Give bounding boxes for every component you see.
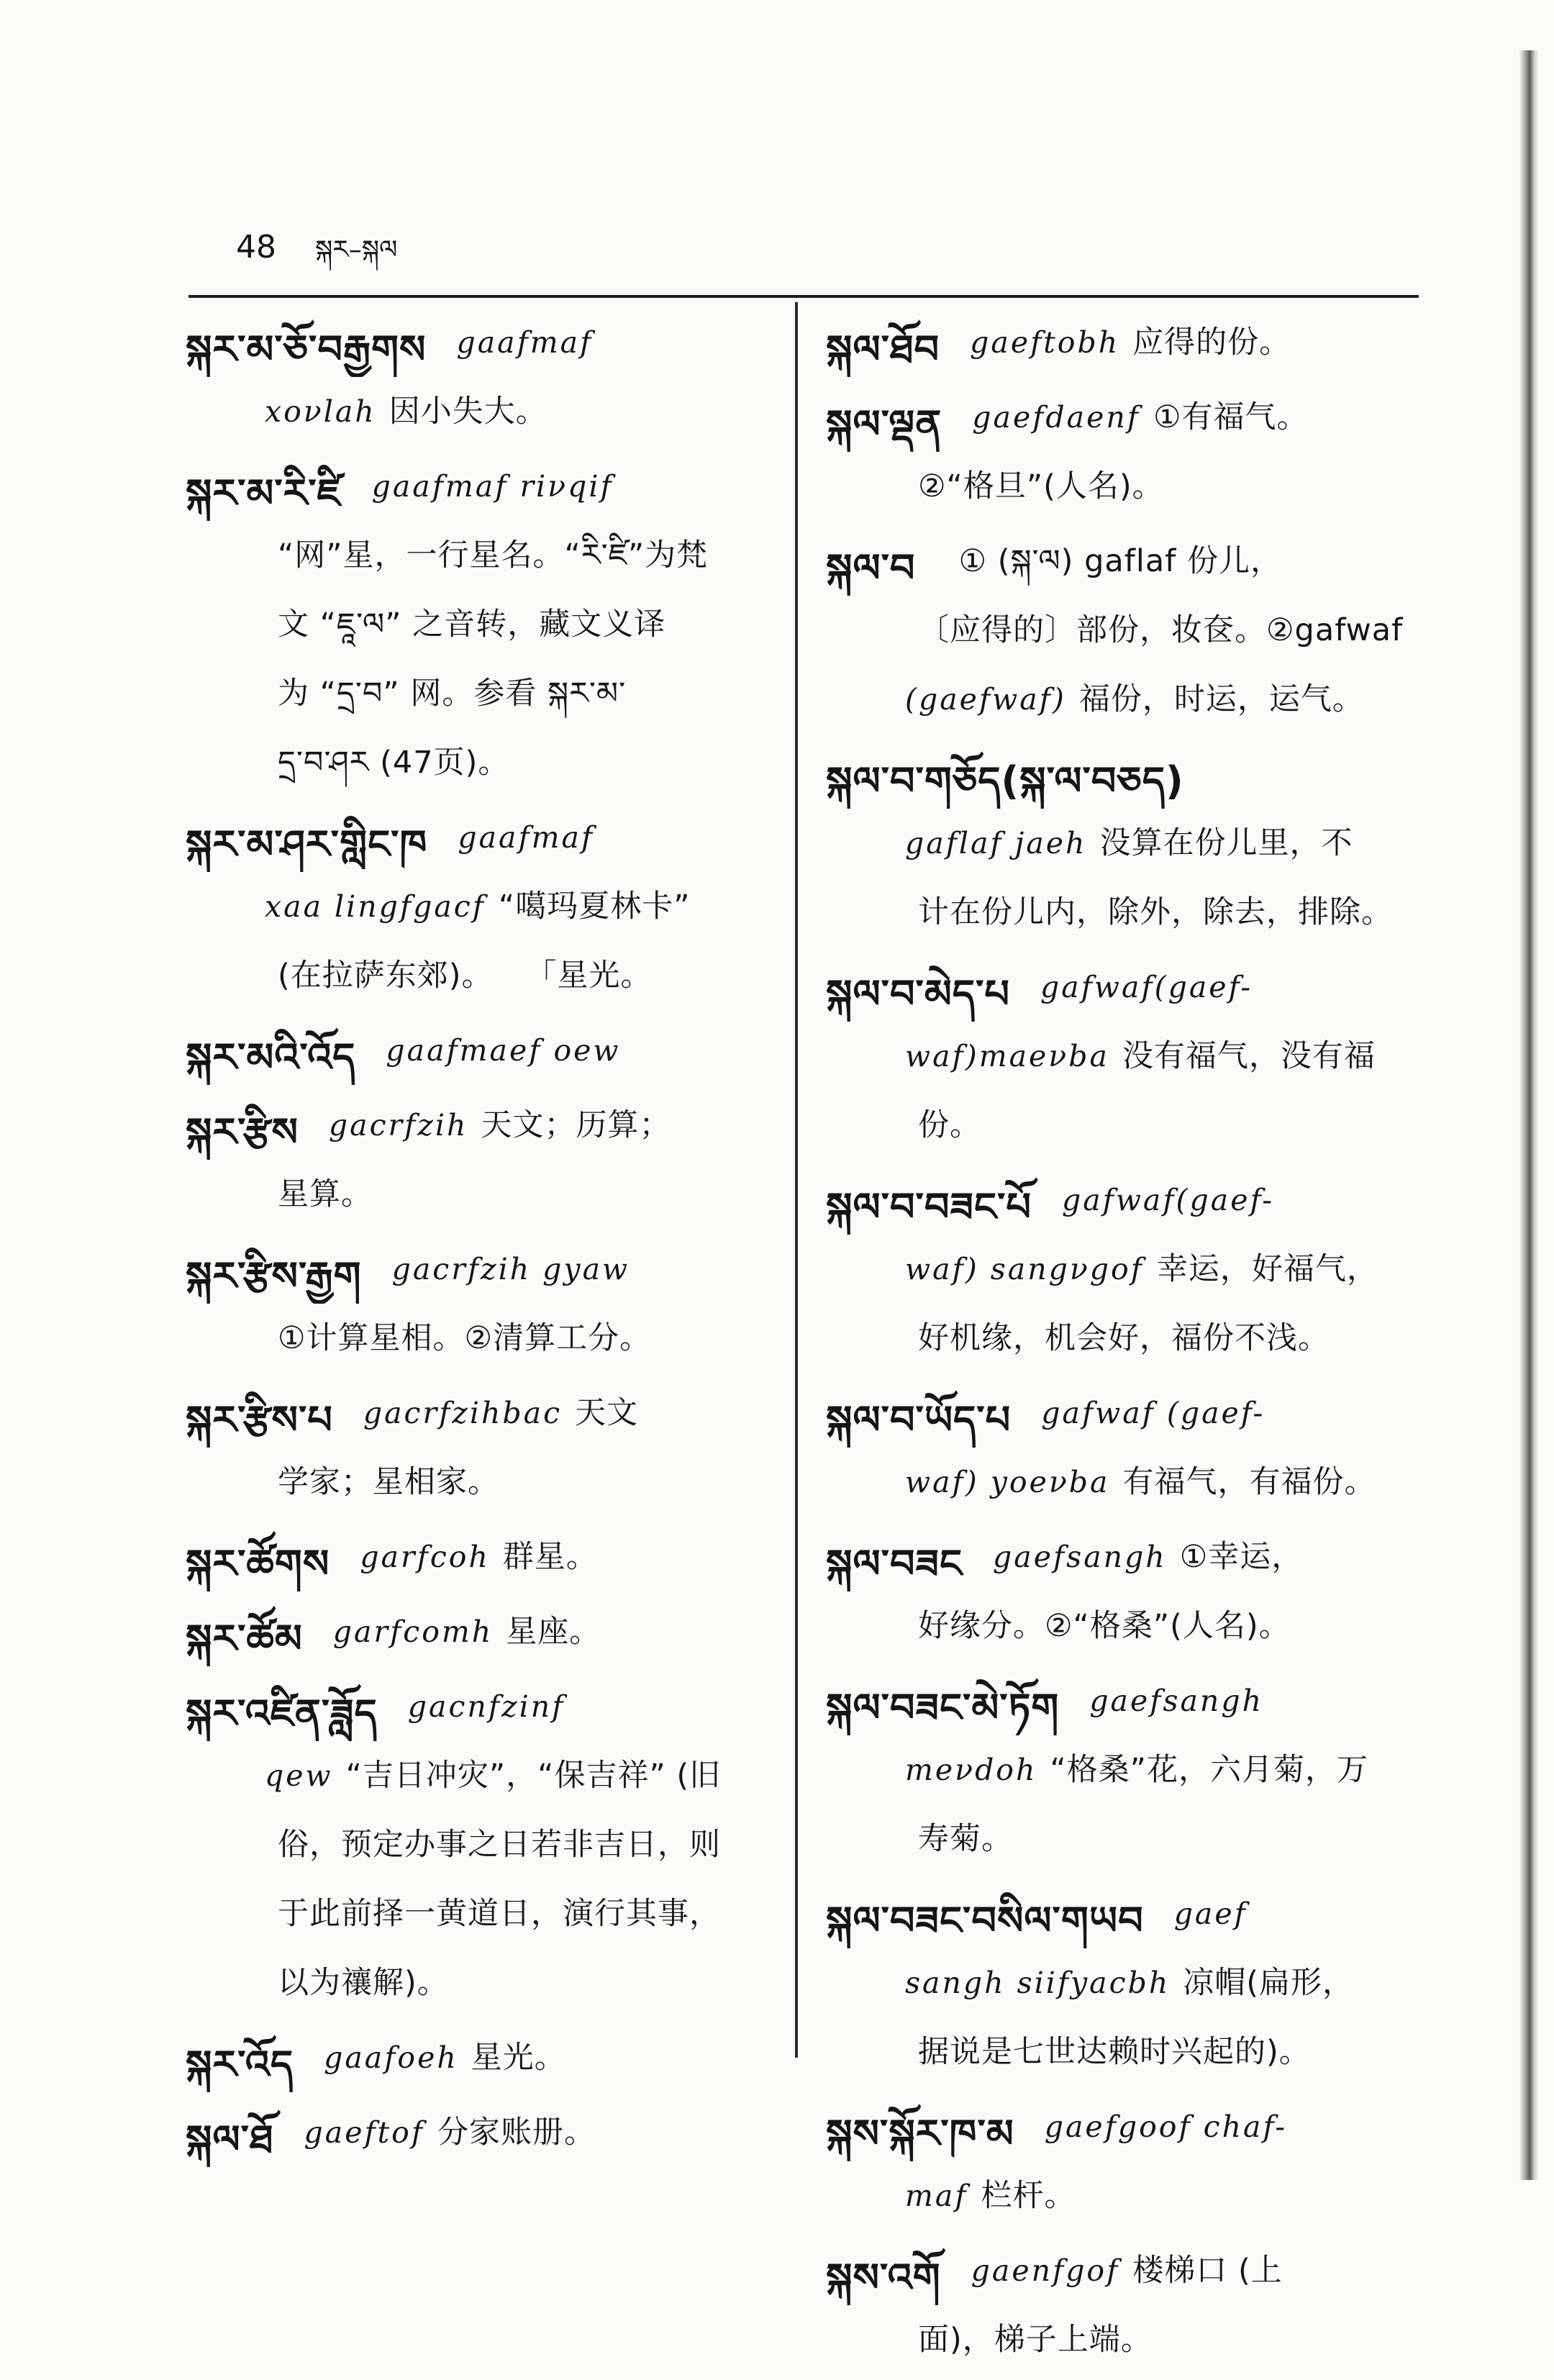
tibetan-headword: སྐལ་བ་བཟང་པོ xyxy=(826,1184,1032,1230)
tibetan-headword: སྐར་རྩིས་རྒྱག xyxy=(186,1253,362,1299)
dictionary-entry xyxy=(826,1379,1427,1517)
chinese-gloss: 天文 xyxy=(575,1395,639,1431)
chinese-gloss: “噶玛夏林卡” xyxy=(498,889,691,925)
chinese-gloss: 有福气，有福份。 xyxy=(1122,1464,1376,1500)
chinese-gloss: “格桑”花，六月菊，万 xyxy=(1050,1752,1368,1788)
chinese-gloss: ①幸运， xyxy=(1179,1539,1304,1575)
dictionary-entry xyxy=(826,308,1427,377)
chinese-gloss: 因小失大。 xyxy=(388,394,547,430)
romanization: xoνlah xyxy=(265,394,376,429)
entry-line xyxy=(826,1522,1427,1591)
tibetan-headword: སྐལ་ལྡན xyxy=(826,401,942,447)
romanization: gacrfzihbac xyxy=(363,1396,563,1430)
chinese-gloss: 据说是七世达赖时兴起的)。 xyxy=(918,2034,1311,2070)
entry-line xyxy=(826,2236,1427,2305)
entry-line xyxy=(826,308,1427,377)
dictionary-entry xyxy=(826,2092,1427,2230)
entry-line xyxy=(826,665,1427,734)
romanization: gaafmaf riνqif xyxy=(371,469,614,504)
entry-line xyxy=(186,1672,783,1741)
chinese-gloss: 寿菊。 xyxy=(918,1821,1013,1857)
dictionary-entry xyxy=(186,1597,783,1666)
entry-line xyxy=(826,452,1427,521)
entry-line xyxy=(186,1522,783,1591)
chinese-gloss: 楼梯口 (上 xyxy=(1132,2253,1283,2289)
romanization: gacrfzih xyxy=(328,1108,468,1143)
romanization: meνdoh xyxy=(905,1753,1037,1787)
entry-line xyxy=(186,728,783,797)
entry-line xyxy=(826,1304,1427,1373)
dictionary-entry xyxy=(826,1522,1427,1661)
tibetan-headword: སྐར་ཚོགས xyxy=(186,1540,330,1586)
chinese-gloss: 栏杆。 xyxy=(981,2178,1076,2214)
tibetan-headword: སྐལ་བ་མེད་པ xyxy=(826,971,1010,1017)
dictionary-entry xyxy=(826,1666,1427,1873)
romanization: gafwaf(gaef- xyxy=(1040,970,1253,1004)
entry-line xyxy=(186,803,783,872)
tibetan-headword: སྐས་སྐོར་ཁ་མ xyxy=(826,2110,1014,2156)
entry-line xyxy=(186,1379,783,1448)
dictionary-entry xyxy=(186,1379,783,1517)
page-edge-shadow xyxy=(1519,50,1538,2180)
tibetan-headword: སྐར་ཚོམ xyxy=(186,1615,303,1661)
chinese-gloss: 星光。 xyxy=(471,2040,566,2076)
entry-line xyxy=(186,1810,783,1879)
entry-line xyxy=(186,2098,783,2167)
entry-line xyxy=(826,2092,1427,2161)
chinese-gloss: 分家账册。 xyxy=(437,2115,596,2150)
entry-line xyxy=(186,308,783,377)
entry-line xyxy=(186,1879,783,1948)
tibetan-headword: སྐལ་བཟང་བསིལ་གཡབ xyxy=(826,1897,1144,1943)
dictionary-entry xyxy=(826,953,1427,1160)
entry-line xyxy=(826,809,1427,878)
dictionary-entry xyxy=(186,803,783,1010)
romanization: gacnfzinf xyxy=(407,1689,565,1724)
dictionary-entry xyxy=(186,1522,783,1591)
chinese-gloss: 星算。 xyxy=(278,1176,373,1212)
dictionary-entry xyxy=(186,1672,783,2017)
entry-line xyxy=(826,383,1427,452)
tibetan-headword: སྐར་རྩིས་པ xyxy=(186,1396,333,1443)
entry-line xyxy=(826,1166,1427,1235)
entry-line xyxy=(186,1304,783,1373)
romanization: gaefsangh xyxy=(993,1540,1167,1574)
tibetan-headword: སྐར་མ་རི་ཛི xyxy=(186,470,342,516)
chinese-gloss: 面)，梯子上端。 xyxy=(918,2322,1153,2358)
dictionary-entry xyxy=(826,2236,1427,2374)
chinese-gloss: 俗，预定办事之日若非吉日，则 xyxy=(278,1827,721,1863)
entry-line xyxy=(826,1591,1427,1661)
chinese-gloss: “吉日冲灾”，“保吉祥” (旧 xyxy=(345,1758,722,1794)
romanization: garfcoh xyxy=(360,1540,490,1574)
tibetan-headword: སྐལ་བ xyxy=(826,545,916,591)
romanization: waf) yoeνba xyxy=(905,1465,1110,1499)
chinese-gloss: 星座。 xyxy=(506,1614,601,1650)
entry-line xyxy=(826,596,1427,665)
tibetan-headword: སྐར་འཛིན་ཟློད xyxy=(186,1690,378,1736)
entry-line xyxy=(826,740,1427,809)
entry-line xyxy=(186,659,783,728)
dictionary-entry xyxy=(186,1016,783,1085)
running-head: སྐར–སྐལ xyxy=(315,235,398,265)
tibetan-headword: སྐར་མ་ཤར་གླིང་ཁ xyxy=(186,821,428,867)
entry-line xyxy=(186,1160,783,1229)
entry-line xyxy=(826,878,1427,947)
dictionary-entry xyxy=(826,527,1427,734)
chinese-gloss: 幸运，好福气， xyxy=(1156,1251,1378,1287)
dictionary-entry xyxy=(186,452,783,797)
header-rule xyxy=(188,295,1419,298)
entry-line xyxy=(186,1235,783,1304)
right-column xyxy=(826,308,1427,2380)
chinese-gloss: 天文；历算； xyxy=(481,1107,671,1143)
chinese-gloss: (在拉萨东郊)。 「星光。 xyxy=(278,958,653,994)
entry-line xyxy=(826,2305,1427,2374)
chinese-gloss: 于此前择一黄道日，演行其事， xyxy=(278,1896,721,1932)
entry-line xyxy=(186,1091,783,1160)
entry-line xyxy=(826,1379,1427,1448)
tibetan-headword: སྐར་རྩིས xyxy=(186,1109,299,1155)
chinese-gloss: 没有福气，没有福 xyxy=(1122,1038,1376,1074)
chinese-gloss: ①计算星相。②清算工分。 xyxy=(278,1320,652,1356)
tibetan-headword: སྐལ་བ་ཡོད་པ xyxy=(826,1396,1012,1443)
chinese-gloss: 〔应得的〕部份，妆奁。②gafwaf xyxy=(918,612,1404,648)
entry-line xyxy=(186,872,783,941)
chinese-gloss: 份。 xyxy=(918,1107,981,1143)
romanization: gaafmaf xyxy=(456,325,594,360)
chinese-gloss: ②“格旦”(人名)。 xyxy=(918,468,1164,504)
romanization: gaefgoof chaf- xyxy=(1044,2109,1288,2144)
chinese-gloss: ① (སྐ་ལ) gaflaf 份儿， xyxy=(958,543,1282,579)
romanization: sangh siifyacbh xyxy=(905,1966,1171,2000)
column-divider xyxy=(795,302,798,2058)
tibetan-headword: སྐལ་བ་གཅོད(སྐ་ལ་བཅད) xyxy=(826,758,1184,804)
entry-line xyxy=(826,1948,1427,2017)
entry-line xyxy=(186,377,783,446)
romanization: xaa lingfgacf xyxy=(265,889,486,924)
chinese-gloss: 好机缘，机会好，福份不浅。 xyxy=(918,1320,1330,1356)
romanization: gaefdaenf xyxy=(972,400,1140,435)
tibetan-headword: སྐལ་ཐོ xyxy=(186,2116,274,2162)
tibetan-headword: སྐར་འོད xyxy=(186,2041,294,2087)
entry-line xyxy=(826,1235,1427,1304)
chinese-gloss: 应得的份。 xyxy=(1132,324,1291,360)
tibetan-headword: སྐལ་བཟང xyxy=(826,1540,963,1586)
romanization: gaeftobh xyxy=(970,325,1120,360)
chinese-gloss: 为 “དྲ་བ” 网。参看 སྐར་མ་ xyxy=(278,676,627,712)
entry-line xyxy=(826,1022,1427,1091)
entry-line xyxy=(826,1879,1427,1948)
romanization: waf)maeνba xyxy=(905,1039,1109,1073)
tibetan-headword: སྐར་མ་ཅོ་བརྒྱགས xyxy=(186,326,427,372)
romanization: maf xyxy=(905,2179,968,2213)
romanization: gaef xyxy=(1173,1897,1248,1931)
chinese-gloss: “网”星，一行星名。“རི་ཛི”为梵 xyxy=(278,537,709,573)
chinese-gloss: 文 “ཇཱ་ལ” 之音转，藏文义译 xyxy=(278,607,666,642)
chinese-gloss: 凉帽(扁形， xyxy=(1183,1965,1355,2001)
dictionary-entry xyxy=(186,2098,783,2167)
tibetan-headword: སྐལ་ཐོབ xyxy=(826,326,940,372)
romanization: gaafmaef oew xyxy=(386,1033,621,1068)
chinese-gloss: ①有福气。 xyxy=(1153,399,1309,435)
dictionary-entry xyxy=(186,308,783,446)
romanization: qew xyxy=(265,1758,333,1793)
entry-line xyxy=(826,1448,1427,1517)
chinese-gloss: 计在份儿内，除外，除去，排除。 xyxy=(918,894,1393,930)
dictionary-entry xyxy=(826,740,1427,947)
entry-line xyxy=(826,1666,1427,1735)
chinese-gloss: 福份，时运，运气。 xyxy=(1078,681,1364,717)
romanization: gaflaf jaeh xyxy=(905,826,1087,860)
entry-line xyxy=(826,527,1427,596)
entry-line xyxy=(186,590,783,659)
romanization: gafwaf (gaef- xyxy=(1041,1396,1266,1430)
entry-line xyxy=(826,1804,1427,1873)
entry-line xyxy=(186,1448,783,1517)
romanization: waf) sangνgof xyxy=(905,1252,1144,1286)
tibetan-headword: སྐལ་བཟང་མེ་ཏོག xyxy=(826,1684,1060,1730)
entry-line xyxy=(826,2161,1427,2230)
tibetan-headword: སྐར་མའི་འོད xyxy=(186,1034,356,1080)
entry-line xyxy=(826,953,1427,1022)
chinese-gloss: 群星。 xyxy=(502,1539,598,1575)
romanization: garfcomh xyxy=(332,1614,494,1649)
dictionary-entry xyxy=(826,1166,1427,1373)
entry-line xyxy=(826,2017,1427,2086)
entry-line xyxy=(186,1016,783,1085)
romanization: gacrfzih gyaw xyxy=(391,1252,630,1286)
chinese-gloss: 以为禳解)。 xyxy=(278,1965,449,2001)
romanization: gaafmaf xyxy=(458,820,595,855)
romanization: gaefsangh xyxy=(1089,1684,1263,1718)
entry-line xyxy=(186,2023,783,2092)
romanization: gafwaf(gaef- xyxy=(1061,1183,1275,1217)
entry-line xyxy=(186,1741,783,1810)
dictionary-entry xyxy=(826,383,1427,521)
page-number: 48 xyxy=(236,229,276,265)
dictionary-entry xyxy=(186,1091,783,1229)
entry-line xyxy=(186,452,783,521)
dictionary-entry xyxy=(186,2023,783,2092)
entry-line xyxy=(186,941,783,1010)
tibetan-headword: སྐས་འགོ xyxy=(826,2254,941,2300)
left-column xyxy=(186,308,783,2173)
dictionary-entry xyxy=(186,1235,783,1373)
chinese-gloss: དྲ་བ་ཤར (47页)。 xyxy=(278,745,510,781)
romanization: gaeftof xyxy=(304,2115,424,2150)
entry-line xyxy=(826,1091,1427,1160)
dictionary-entry xyxy=(826,1879,1427,2086)
romanization: (gaefwaf) xyxy=(905,682,1066,717)
romanization: gaafoeh xyxy=(324,2040,458,2075)
romanization: gaenfgof xyxy=(971,2253,1120,2288)
entry-line xyxy=(826,1735,1427,1804)
chinese-gloss: 好缘分。②“格桑”(人名)。 xyxy=(918,1608,1291,1644)
entry-line xyxy=(186,521,783,590)
chinese-gloss: 没算在份儿里，不 xyxy=(1099,825,1353,861)
entry-line xyxy=(186,1948,783,2017)
chinese-gloss: 学家；星相家。 xyxy=(278,1464,499,1500)
entry-line xyxy=(186,1597,783,1666)
